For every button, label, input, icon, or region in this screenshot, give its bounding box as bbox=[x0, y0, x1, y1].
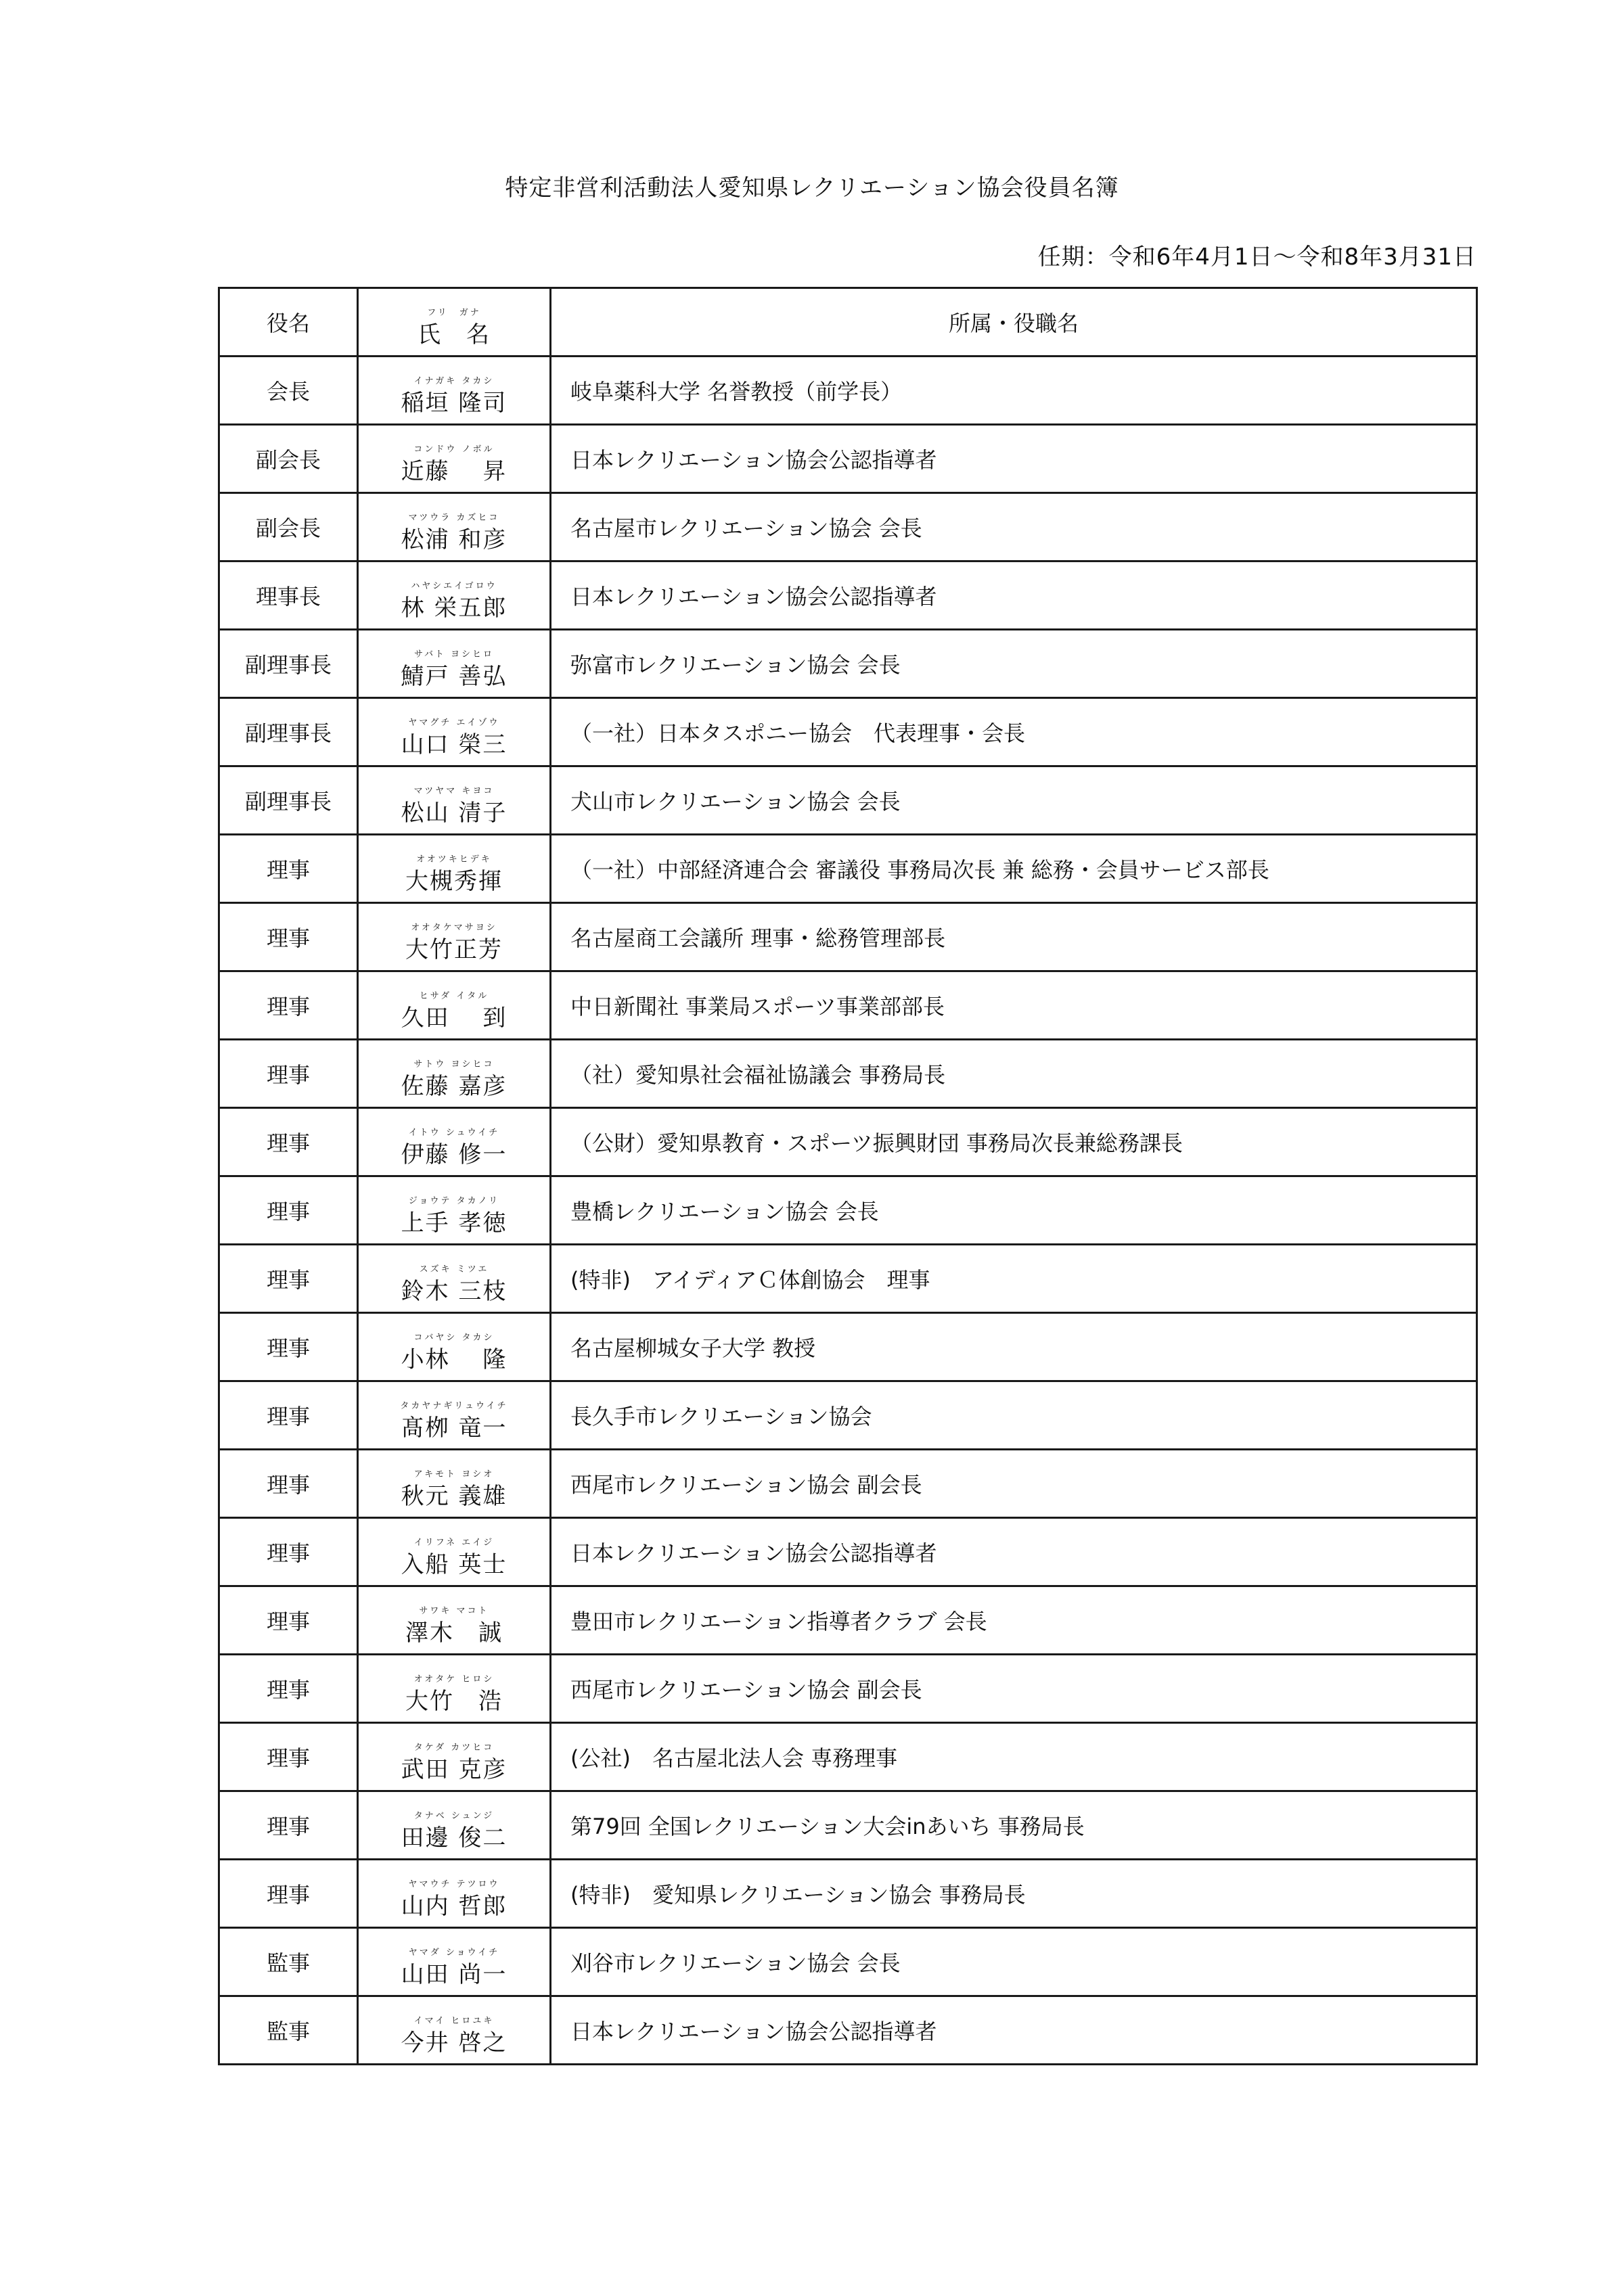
name-text: 山口 榮三 bbox=[401, 731, 508, 758]
role-cell: 会長 bbox=[219, 357, 358, 425]
table-row bbox=[219, 1996, 1477, 2065]
header-role: 役名 bbox=[219, 288, 358, 357]
table-row bbox=[219, 1791, 1477, 1860]
name-kana: ハヤシエイゴロウ bbox=[411, 581, 497, 591]
table-row bbox=[219, 1040, 1477, 1108]
role-cell: 理事 bbox=[219, 1108, 358, 1176]
name-kana: サトウ ヨシヒコ bbox=[413, 1059, 495, 1070]
affiliation-cell: 豊田市レクリエーション指導者クラブ 会長 bbox=[551, 1586, 1477, 1655]
affiliation-cell: 名古屋柳城女子大学 教授 bbox=[551, 1313, 1477, 1381]
role-cell: 理事 bbox=[219, 903, 358, 971]
affiliation-cell: 中日新聞社 事業局スポーツ事業部部長 bbox=[551, 971, 1477, 1040]
affiliation-cell: （一社）中部経済連合会 審議役 事務局次長 兼 総務・会員サービス部長 bbox=[551, 835, 1477, 903]
role-cell: 副理事長 bbox=[219, 766, 358, 835]
affiliation-cell: 刈谷市レクリエーション協会 会長 bbox=[551, 1928, 1477, 1996]
name-kana: サワキ マコト bbox=[419, 1606, 489, 1616]
role-cell: 副会長 bbox=[219, 493, 358, 561]
name-cell bbox=[358, 766, 551, 835]
name-cell bbox=[358, 630, 551, 698]
name-text: 林 栄五郎 bbox=[401, 595, 508, 622]
name-kana: オオツキヒデキ bbox=[416, 854, 492, 865]
affiliation-cell: 名古屋商工会議所 理事・総務管理部長 bbox=[551, 903, 1477, 971]
affiliation-cell: 西尾市レクリエーション協会 副会長 bbox=[551, 1450, 1477, 1518]
name-kana: オオタケ ヒロシ bbox=[413, 1674, 495, 1684]
name-kana: コンドウ ノボル bbox=[413, 444, 495, 455]
table-row bbox=[219, 903, 1477, 971]
role-cell: 理事 bbox=[219, 1313, 358, 1381]
name-cell bbox=[358, 1928, 551, 1996]
table-row bbox=[219, 1928, 1477, 1996]
table-row bbox=[219, 1450, 1477, 1518]
name-cell bbox=[358, 698, 551, 766]
name-cell bbox=[358, 493, 551, 561]
affiliation-cell: 豊橋レクリエーション協会 会長 bbox=[551, 1176, 1477, 1245]
role-cell: 理事 bbox=[219, 1655, 358, 1723]
name-text: 伊藤 修一 bbox=[401, 1141, 508, 1168]
role-cell: 監事 bbox=[219, 1996, 358, 2065]
table-row bbox=[219, 1176, 1477, 1245]
name-text: 澤木 誠 bbox=[405, 1620, 503, 1647]
table-row bbox=[219, 1108, 1477, 1176]
role-cell: 監事 bbox=[219, 1928, 358, 1996]
name-cell bbox=[358, 1723, 551, 1791]
name-text: 小林 隆 bbox=[401, 1346, 508, 1373]
name-kana: オオタケマサヨシ bbox=[411, 923, 497, 933]
name-kana: アキモト ヨシオ bbox=[413, 1469, 495, 1479]
name-text: 大竹 浩 bbox=[405, 1688, 503, 1715]
name-cell bbox=[358, 1040, 551, 1108]
role-cell: 理事長 bbox=[219, 561, 358, 630]
role-cell: 理事 bbox=[219, 1381, 358, 1450]
affiliation-cell: 名古屋市レクリエーション協会 会長 bbox=[551, 493, 1477, 561]
name-cell bbox=[358, 1176, 551, 1245]
affiliation-cell: 日本レクリエーション協会公認指導者 bbox=[551, 561, 1477, 630]
name-text: 髙栁 竜一 bbox=[401, 1415, 508, 1442]
name-text: 山内 哲郎 bbox=[401, 1893, 508, 1920]
role-cell: 理事 bbox=[219, 971, 358, 1040]
affiliation-cell: 日本レクリエーション協会公認指導者 bbox=[551, 1996, 1477, 2065]
role-cell: 理事 bbox=[219, 1586, 358, 1655]
name-text: 今井 啓之 bbox=[401, 2029, 508, 2057]
name-kana: ヤマダ ショウイチ bbox=[408, 1948, 500, 1958]
name-kana: ヒサダ イタル bbox=[419, 991, 489, 1001]
affiliation-cell: 日本レクリエーション協会公認指導者 bbox=[551, 1518, 1477, 1586]
table-row bbox=[219, 1586, 1477, 1655]
name-kana: ジョウテ タカノリ bbox=[408, 1196, 500, 1206]
role-cell: 理事 bbox=[219, 1450, 358, 1518]
name-text: 秋元 義雄 bbox=[401, 1483, 508, 1510]
affiliation-cell: （公財）愛知県教育・スポーツ振興財団 事務局次長兼総務課長 bbox=[551, 1108, 1477, 1176]
table-row bbox=[219, 1245, 1477, 1313]
name-kana: ヤマウチ テツロウ bbox=[408, 1879, 500, 1889]
name-text: 山田 尚一 bbox=[401, 1961, 508, 1988]
name-cell bbox=[358, 1518, 551, 1586]
table-row bbox=[219, 1860, 1477, 1928]
name-cell bbox=[358, 1860, 551, 1928]
name-kana: スズキ ミツエ bbox=[419, 1264, 489, 1275]
header-name bbox=[358, 288, 551, 357]
document-title: 特定非営利活動法人愛知県レクリエーション協会役員名簿 bbox=[505, 175, 1119, 202]
name-kana: タケダ カツヒコ bbox=[413, 1743, 495, 1753]
name-cell bbox=[358, 1791, 551, 1860]
table-row bbox=[219, 561, 1477, 630]
affiliation-cell: （一社）日本タスポニー協会 代表理事・会長 bbox=[551, 698, 1477, 766]
name-cell bbox=[358, 1313, 551, 1381]
role-cell: 理事 bbox=[219, 1860, 358, 1928]
header-name-label: 氏 名 bbox=[418, 321, 491, 348]
name-text: 佐藤 嘉彦 bbox=[401, 1073, 508, 1100]
name-kana: マツヤマ キヨコ bbox=[413, 786, 495, 796]
name-text: 大槻秀揮 bbox=[405, 868, 503, 895]
officer-roster-table bbox=[218, 287, 1478, 2065]
table-row bbox=[219, 630, 1477, 698]
name-cell bbox=[358, 1245, 551, 1313]
table-header-row bbox=[219, 288, 1477, 357]
name-cell bbox=[358, 1450, 551, 1518]
name-kana: イリフネ エイジ bbox=[413, 1538, 495, 1548]
table-row bbox=[219, 698, 1477, 766]
name-kana: イマイ ヒロユキ bbox=[413, 2016, 495, 2026]
name-text: 近藤 昇 bbox=[401, 458, 508, 485]
term-period: 任期：令和6年4月1日～令和8年3月31日 bbox=[1037, 244, 1476, 271]
name-cell bbox=[358, 1381, 551, 1450]
name-kana: サバト ヨシヒロ bbox=[413, 649, 495, 660]
name-text: 大竹正芳 bbox=[405, 936, 503, 963]
affiliation-cell: 第79回 全国レクリエーション大会inあいち 事務局長 bbox=[551, 1791, 1477, 1860]
name-kana: タカヤナギリュウイチ bbox=[400, 1401, 508, 1411]
role-cell: 副理事長 bbox=[219, 698, 358, 766]
name-cell bbox=[358, 561, 551, 630]
table-row bbox=[219, 835, 1477, 903]
affiliation-cell: 長久手市レクリエーション協会 bbox=[551, 1381, 1477, 1450]
affiliation-cell: (公社) 名古屋北法人会 専務理事 bbox=[551, 1723, 1477, 1791]
name-cell bbox=[358, 1108, 551, 1176]
table-row bbox=[219, 971, 1477, 1040]
table-row bbox=[219, 766, 1477, 835]
table-row bbox=[219, 425, 1477, 493]
name-cell bbox=[358, 1655, 551, 1723]
affiliation-cell: 犬山市レクリエーション協会 会長 bbox=[551, 766, 1477, 835]
name-text: 松浦 和彦 bbox=[401, 526, 508, 553]
name-text: 武田 克彦 bbox=[401, 1756, 508, 1783]
affiliation-cell: 弥富市レクリエーション協会 会長 bbox=[551, 630, 1477, 698]
name-text: 上手 孝徳 bbox=[401, 1210, 508, 1237]
header-affiliation: 所属・役職名 bbox=[551, 288, 1477, 357]
name-cell bbox=[358, 357, 551, 425]
role-cell: 副理事長 bbox=[219, 630, 358, 698]
table-row bbox=[219, 1655, 1477, 1723]
name-text: 久田 到 bbox=[401, 1005, 508, 1032]
table-row bbox=[219, 1518, 1477, 1586]
name-kana: イナガキ タカシ bbox=[413, 376, 495, 386]
name-kana: コバヤシ タカシ bbox=[413, 1333, 495, 1343]
table-row bbox=[219, 1381, 1477, 1450]
name-cell bbox=[358, 1586, 551, 1655]
role-cell: 理事 bbox=[219, 1518, 358, 1586]
affiliation-cell: (特非) 愛知県レクリエーション協会 事務局長 bbox=[551, 1860, 1477, 1928]
table-row bbox=[219, 357, 1477, 425]
name-kana: ヤマグチ エイゾウ bbox=[408, 718, 500, 728]
name-text: 稲垣 隆司 bbox=[401, 390, 508, 417]
affiliation-cell: (特非) アイディアＣ体創協会 理事 bbox=[551, 1245, 1477, 1313]
role-cell: 理事 bbox=[219, 1723, 358, 1791]
name-cell bbox=[358, 971, 551, 1040]
affiliation-cell: 日本レクリエーション協会公認指導者 bbox=[551, 425, 1477, 493]
table-row bbox=[219, 1723, 1477, 1791]
name-text: 松山 清子 bbox=[401, 800, 508, 827]
name-text: 田邊 俊二 bbox=[401, 1824, 508, 1852]
affiliation-cell: （社）愛知県社会福祉協議会 事務局長 bbox=[551, 1040, 1477, 1108]
name-cell bbox=[358, 835, 551, 903]
name-cell bbox=[358, 903, 551, 971]
name-text: 入船 英士 bbox=[401, 1551, 508, 1578]
name-text: 鯖戸 善弘 bbox=[401, 663, 508, 690]
name-kana: イトウ シュウイチ bbox=[408, 1128, 500, 1138]
header-name-kana: フリ ガナ bbox=[427, 308, 481, 318]
role-cell: 理事 bbox=[219, 1040, 358, 1108]
table-row bbox=[219, 493, 1477, 561]
role-cell: 理事 bbox=[219, 1176, 358, 1245]
role-cell: 理事 bbox=[219, 1245, 358, 1313]
table-row bbox=[219, 1313, 1477, 1381]
affiliation-cell: 西尾市レクリエーション協会 副会長 bbox=[551, 1655, 1477, 1723]
role-cell: 理事 bbox=[219, 1791, 358, 1860]
role-cell: 理事 bbox=[219, 835, 358, 903]
name-kana: マツウラ カズヒコ bbox=[408, 513, 500, 523]
affiliation-cell: 岐阜薬科大学 名誉教授（前学長） bbox=[551, 357, 1477, 425]
name-cell bbox=[358, 1996, 551, 2065]
name-text: 鈴木 三枝 bbox=[401, 1278, 508, 1305]
name-kana: タナベ シュンジ bbox=[413, 1811, 495, 1821]
role-cell: 副会長 bbox=[219, 425, 358, 493]
name-cell bbox=[358, 425, 551, 493]
